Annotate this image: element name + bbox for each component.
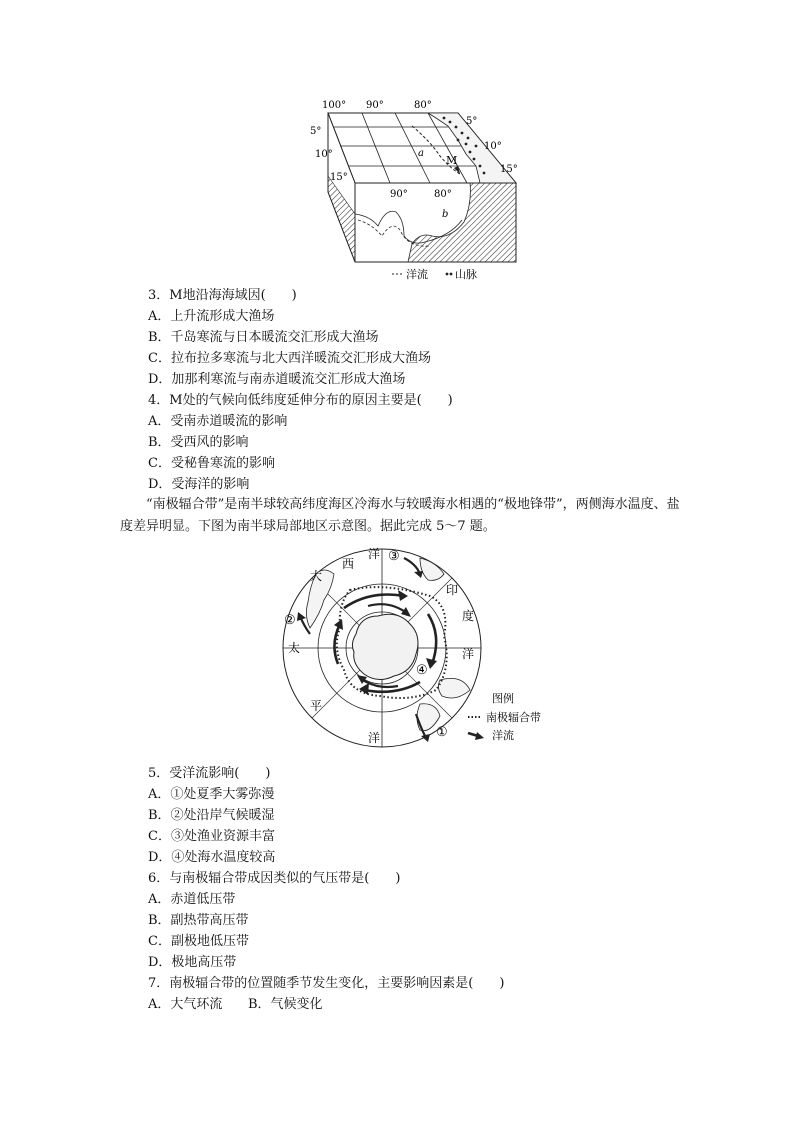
marker-4: ④	[416, 663, 428, 678]
label-yang-indian: 洋	[462, 647, 475, 661]
q6-option-d: D．极地高压带	[148, 955, 237, 970]
point-b: b	[442, 209, 449, 220]
legend-convergence-label: 南极辐合带	[486, 711, 541, 724]
southern-hemisphere-map	[280, 544, 570, 754]
lon-top-80: 80°	[414, 100, 432, 111]
lat-right-10: 10°	[484, 141, 502, 152]
q3-stem: 3．M地沿海海域因( )	[148, 288, 297, 303]
lat-right-5: 5°	[466, 116, 478, 127]
lat-left-10: 10°	[315, 149, 333, 160]
marker-2: ②	[284, 613, 296, 628]
lon-bottom-90: 90°	[390, 189, 408, 200]
q5-option-b: B．②处沿岸气候暖湿	[148, 808, 275, 823]
q6-option-b: B．副热带高压带	[148, 913, 249, 928]
coast-diagram-svg	[300, 96, 530, 282]
lon-top-100: 100°	[322, 100, 347, 111]
label-du: 度	[462, 609, 475, 623]
legend-current-label: 洋流	[406, 268, 428, 281]
q4-option-a: A．受南赤道暖流的影响	[148, 414, 288, 429]
marker-1: ①	[436, 725, 448, 740]
marker-3: ③	[388, 549, 400, 564]
label-yin: 印	[446, 583, 459, 597]
q7-stem: 7．南极辐合带的位置随季节发生变化，主要影响因素是( )	[148, 976, 505, 991]
q7-option-b: B．气候变化	[248, 997, 323, 1012]
q4-option-b: B．受西风的影响	[148, 435, 249, 450]
q4-stem: 4．M处的气候向低纬度延伸分布的原因主要是( )	[148, 393, 453, 408]
q3-option-a: A．上升流形成大渔场	[148, 309, 275, 324]
q3-option-d: D．加那利寒流与南赤道暖流交汇形成大渔场	[148, 372, 406, 387]
label-da: 大	[310, 569, 323, 583]
q3-option-c: C．拉布拉多寒流与北大西洋暖流交汇形成大渔场	[148, 351, 431, 366]
lat-left-15: 15°	[330, 172, 348, 183]
point-a: a	[418, 148, 424, 159]
q6-option-a: A．赤道低压带	[148, 892, 236, 907]
label-yang-pacific: 洋	[368, 731, 381, 745]
legend-mountain-label: 山脉	[455, 268, 477, 281]
q5-option-c: C．③处渔业资源丰富	[148, 829, 275, 844]
lon-bottom-80: 80°	[434, 189, 452, 200]
q4-option-c: C．受秘鲁寒流的影响	[148, 456, 275, 471]
point-m: M	[446, 154, 458, 167]
label-xi: 西	[342, 557, 355, 571]
q4-option-d: D．受海洋的影响	[148, 477, 250, 492]
q3-option-b: B．千岛寒流与日本暖流交汇形成大渔场	[148, 330, 379, 345]
polar-map-svg	[280, 544, 570, 754]
passage-intro: “南极辐合带”是南半球较高纬度海区冷海水与较暖海水相遇的“极地锋带”，两侧海水温度、盐度差异明显。下图为南半球局部地区示意图。据此完成 5～7 题。	[120, 497, 680, 534]
q5-option-a: A．①处夏季大雾弥漫	[148, 787, 275, 802]
coast-block-diagram	[300, 96, 530, 282]
legend-current-label-2: 洋流	[492, 729, 514, 742]
lat-left-5: 5°	[310, 126, 322, 137]
q5-stem: 5．受洋流影响( )	[148, 766, 271, 781]
q7-option-a: A．大气环流	[148, 997, 223, 1012]
label-ping: 平	[310, 699, 323, 713]
lat-right-15: 15°	[500, 164, 518, 175]
label-tai: 太	[288, 641, 301, 655]
q5-option-d: D．④处海水温度较高	[148, 850, 276, 865]
q6-stem: 6．与南极辐合带成因类似的气压带是( )	[148, 871, 401, 886]
label-yang-atlantic: 洋	[368, 547, 381, 561]
lon-top-90: 90°	[366, 100, 384, 111]
q6-option-c: C．副极地低压带	[148, 934, 249, 949]
legend-title: 图例	[492, 692, 514, 705]
